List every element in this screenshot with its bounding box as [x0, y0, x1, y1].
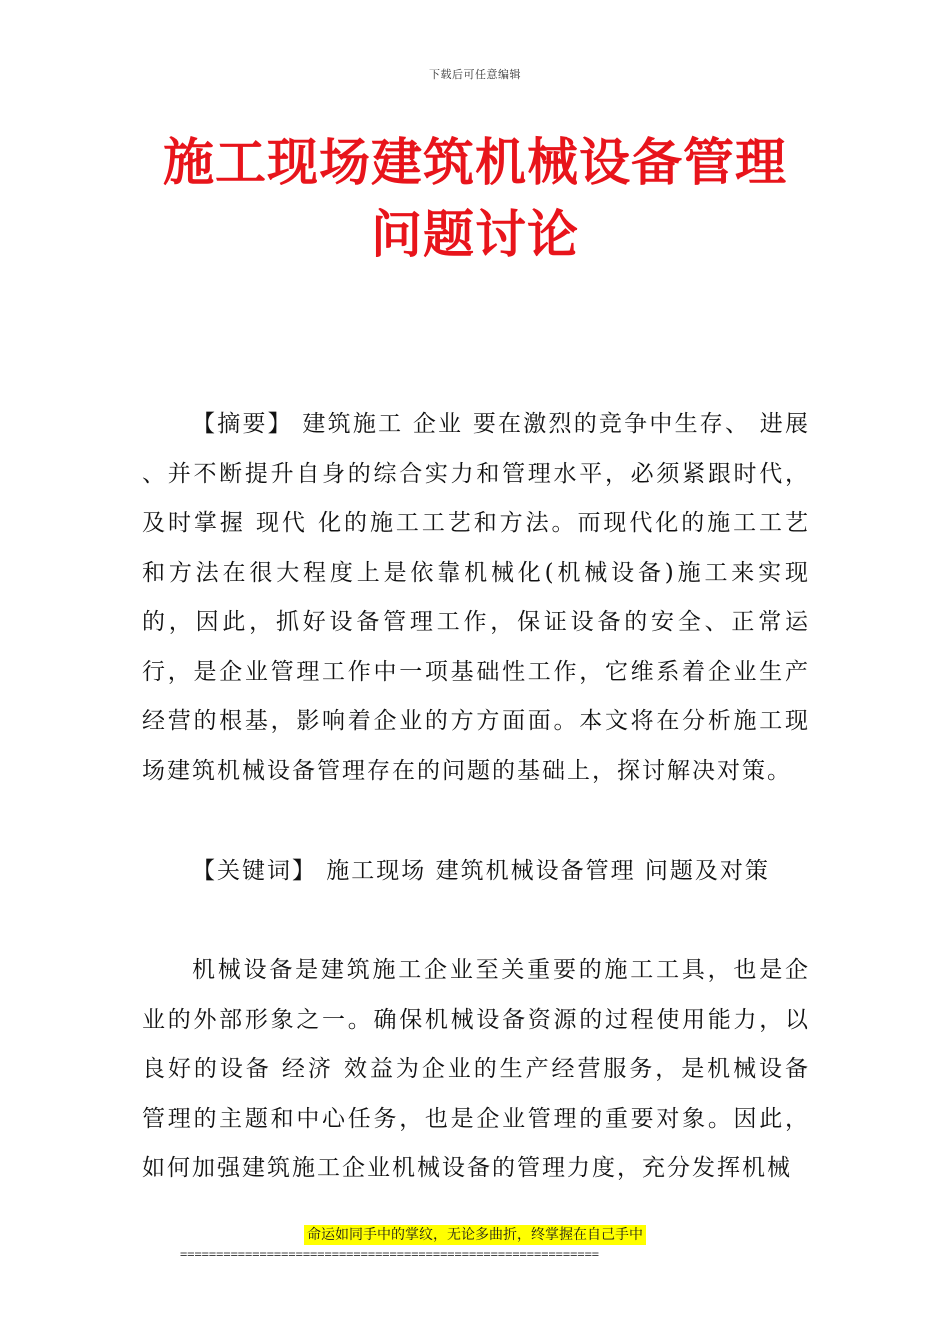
- abstract-text: 建筑施工 企业 要在激烈的竞争中生存、 进展 、并不断提升自身的综合实力和管理水平，必须紧跟时代，及时掌握 现代 化的施工工艺和方法。而现代化的施工工艺和方法在很大程度上是依靠机械化(机械设备)施工来实现的，因此，抓好设备管理工作，保证设备的安全、正常运行，是企业管理工作中一项基础性工作，它维系着企业生产经营的根基，影响着企业的方方面面。本文将在分析施工现场建筑机械设备管理存在的问题的基础上，探讨解决对策。: [142, 411, 811, 784]
- keywords-paragraph: [142, 847, 810, 897]
- document-title: 施工现场建筑机械设备管理问题讨论: [162, 134, 787, 265]
- intro-paragraph: 机械设备是建筑施工企业至关重要的施工工具，也是企业的外部形象之一。确保机械设备资源的过程使用能力，以良好的设备 经济 效益为企业的生产经营服务，是机械设备管理的主题和中心任务，也是企业管理的重要对象。因此，如何加强建筑施工企业机械设备的管理力度，充分发挥机械: [142, 957, 810, 1181]
- keywords-text: 施工现场 建筑机械设备管理 问题及对策: [317, 858, 770, 884]
- footer-divider: ==========================================================: [180, 1247, 600, 1261]
- header-note: 下载后可任意编辑: [429, 68, 521, 81]
- footer-slogan: 命运如同手中的掌纹，无论多曲折，终掌握在自己手中: [304, 1225, 646, 1245]
- abstract-label: 【摘要】: [192, 411, 293, 437]
- abstract-paragraph: [142, 400, 810, 796]
- keywords-label: 【关键词】: [192, 858, 317, 884]
- page-footer: [0, 1224, 950, 1261]
